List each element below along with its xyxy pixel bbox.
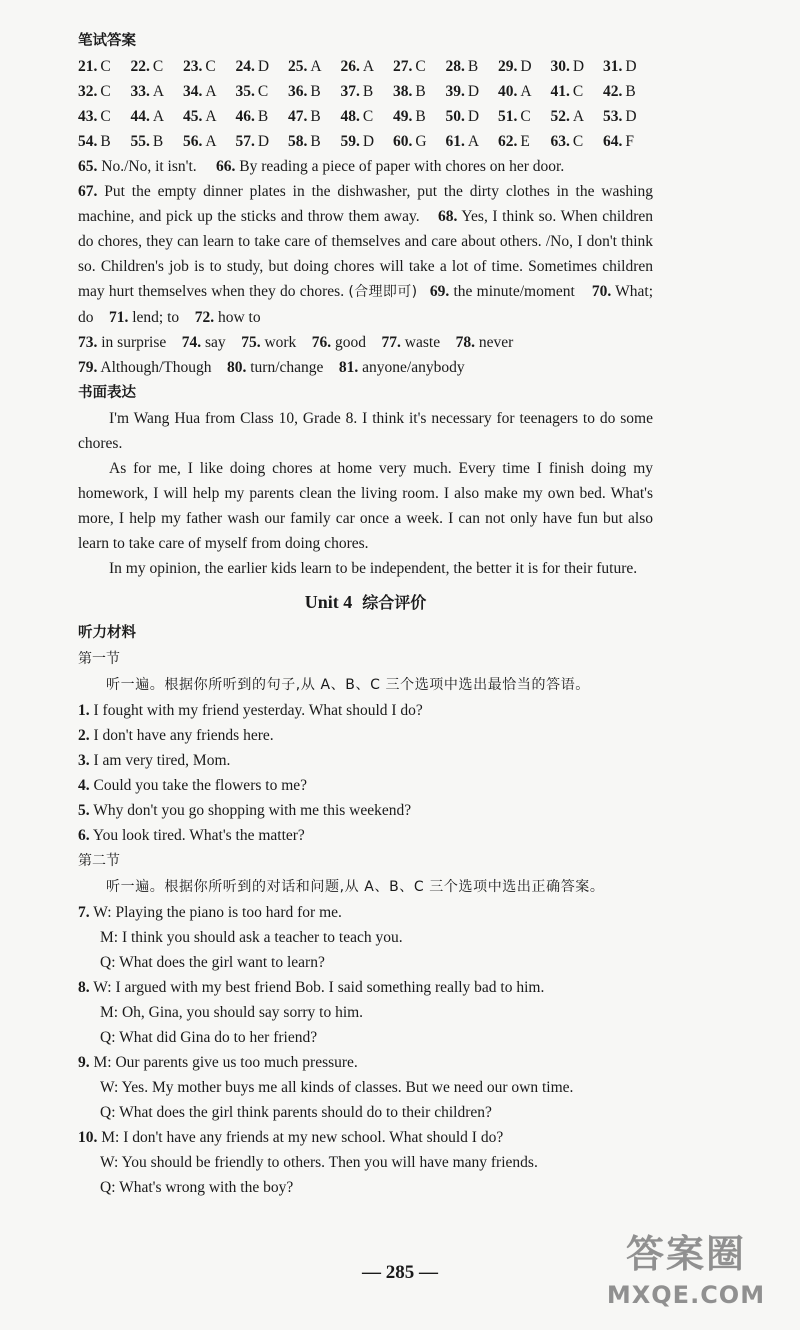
answer-item: 49. B (393, 108, 426, 125)
answer-65-66: 65. No./No, it isn't. 66. By reading a piece of paper with chores on her door. (78, 158, 565, 175)
answer-item: 55. B (130, 133, 164, 150)
answer-item: 22. C (130, 58, 164, 75)
answer-79-81: 79. Although/Though 80. turn/change 81. anyone/anybody (78, 359, 465, 376)
written-answers-heading: 笔试答案 (78, 33, 136, 49)
answer-item: 62. E (498, 133, 530, 150)
answer-item: 33. A (130, 83, 165, 100)
answer-item: 28. B (445, 58, 479, 75)
answer-item: 29. D (498, 58, 532, 75)
list-item: 1. I fought with my friend yesterday. What should I do? (78, 702, 423, 719)
answer-item: 59. D (340, 133, 375, 150)
answer-item: 35. C (235, 83, 269, 100)
writing-heading: 书面表达 (78, 385, 136, 401)
answer-item: 26. A (340, 58, 375, 75)
answer-item: 56. A (183, 133, 217, 150)
answer-row (78, 104, 653, 129)
answer-73-78: 73. in surprise 74. say 75. work 76. good 77. waste 78. never (78, 334, 514, 351)
answer-item: 47. B (288, 108, 321, 125)
list-item: 4. Could you take the flowers to me? (78, 777, 308, 794)
answer-67-68: 67. Put the empty dinner plates in the dishwasher, put the dirty clothes in the washing machine, and pick up the sticks and throw them away. 68. Yes, I think so. When children do chores, they can learn to take care of themselves and care about others. /No, I don't think so. Children's job is to study, but doing chores will take a lot of time. Sometimes children may hurt themselves when they do chores. (合理即可) 69. the minute/moment 70. What; do 71. lend; to 72. how to (78, 183, 654, 326)
writing-paragraph-1: I'm Wang Hua from Class 10, Grade 8. I think it's necessary for teenagers to do some chores. (78, 410, 653, 452)
answer-item: 23. C (183, 58, 216, 75)
watermark-logo: 答案圈 (625, 1232, 746, 1276)
section-1-instructions: 听一遍。根据你所听到的句子,从 A、B、C 三个选项中选出最恰当的答语。 (106, 677, 590, 693)
list-item: 2. I don't have any friends here. (78, 727, 274, 744)
section-1-label: 第一节 (78, 651, 120, 667)
writing-paragraph-2: As for me, I like doing chores at home very much. Every time I finish doing my homework, I will help my parents clean the living room. I also make my own bed. What's more, I help my father wash our family car once a week. I can not only have fun but also learn to take care of myself from doing chores. (78, 460, 653, 552)
list-item: 5. Why don't you go shopping with me this weekend? (78, 802, 412, 819)
page-number: — 285 — (362, 1262, 438, 1283)
answer-item: 36. B (288, 83, 321, 100)
answer-row (78, 54, 653, 79)
dialogue-10: 10. M: I don't have any friends at my new school. What should I do? W: You should be friendly to others. Then you will have many friends. Q: What's wrong with the boy? (78, 1129, 538, 1196)
page-content (78, 28, 653, 1200)
answer-item: 57. D (235, 133, 270, 150)
unit-title: Unit 4 综合评价 (304, 592, 427, 612)
answer-item: 61. A (445, 133, 480, 150)
list-item: 3. I am very tired, Mom. (78, 752, 231, 769)
answer-item: 40. A (498, 83, 532, 100)
answer-item: 42. B (603, 83, 636, 100)
dialogue-9: 9. M: Our parents give us too much pressure. W: Yes. My mother buys me all kinds of classes. But we need our own time. Q: What does the girl think parents should do to their children? (78, 1054, 574, 1121)
answer-item: 63. C (550, 133, 584, 150)
watermark (586, 1228, 786, 1320)
writing-paragraph-3: In my opinion, the earlier kids learn to be independent, the better it is for their future. (109, 560, 638, 577)
answer-item: 39. D (445, 83, 480, 100)
answer-item: 50. D (445, 108, 480, 125)
answer-item: 25. A (288, 58, 322, 75)
section-2-instructions: 听一遍。根据你所听到的对话和问题,从 A、B、C 三个选项中选出正确答案。 (106, 879, 605, 895)
answer-item: 30. D (550, 58, 585, 75)
listening-heading: 听力材料 (78, 625, 136, 641)
answer-item: 24. D (235, 58, 270, 75)
answer-item: 38. B (393, 83, 426, 100)
dialogue-8: 8. W: I argued with my best friend Bob. I said something really bad to him. M: Oh, Gina, you should say sorry to him. Q: What did Gina do to her friend? (78, 979, 545, 1046)
section-2-label: 第二节 (78, 853, 120, 869)
answer-item: 54. B (78, 133, 111, 150)
answer-item: 52. A (550, 108, 585, 125)
answer-item: 60. G (393, 133, 427, 150)
answer-grid (78, 54, 653, 154)
list-item: 6. You look tired. What's the matter? (78, 827, 305, 844)
answer-item: 44. A (130, 108, 165, 125)
answer-item: 51. C (498, 108, 531, 125)
answer-item: 34. A (183, 83, 217, 100)
answer-item: 43. C (78, 108, 111, 125)
answer-item: 64. F (603, 133, 634, 150)
answer-item: 46. B (235, 108, 269, 125)
watermark-url: MXQE.COM (606, 1281, 766, 1309)
answer-item: 32. C (78, 83, 111, 100)
answer-row (78, 129, 653, 154)
answer-item: 37. B (340, 83, 374, 100)
answer-item: 48. C (340, 108, 374, 125)
answer-item: 21. C (78, 58, 111, 75)
section-1-list (78, 698, 653, 848)
answer-item: 27. C (393, 58, 426, 75)
answer-item: 58. B (288, 133, 321, 150)
answer-item: 53. D (603, 108, 637, 125)
answer-item: 45. A (183, 108, 217, 125)
dialogue-7: 7. W: Playing the piano is too hard for me. M: I think you should ask a teacher to teach you. Q: What does the girl want to learn? (78, 904, 403, 971)
answer-row (78, 79, 653, 104)
answer-item: 41. C (550, 83, 584, 100)
answer-item: 31. D (603, 58, 637, 75)
